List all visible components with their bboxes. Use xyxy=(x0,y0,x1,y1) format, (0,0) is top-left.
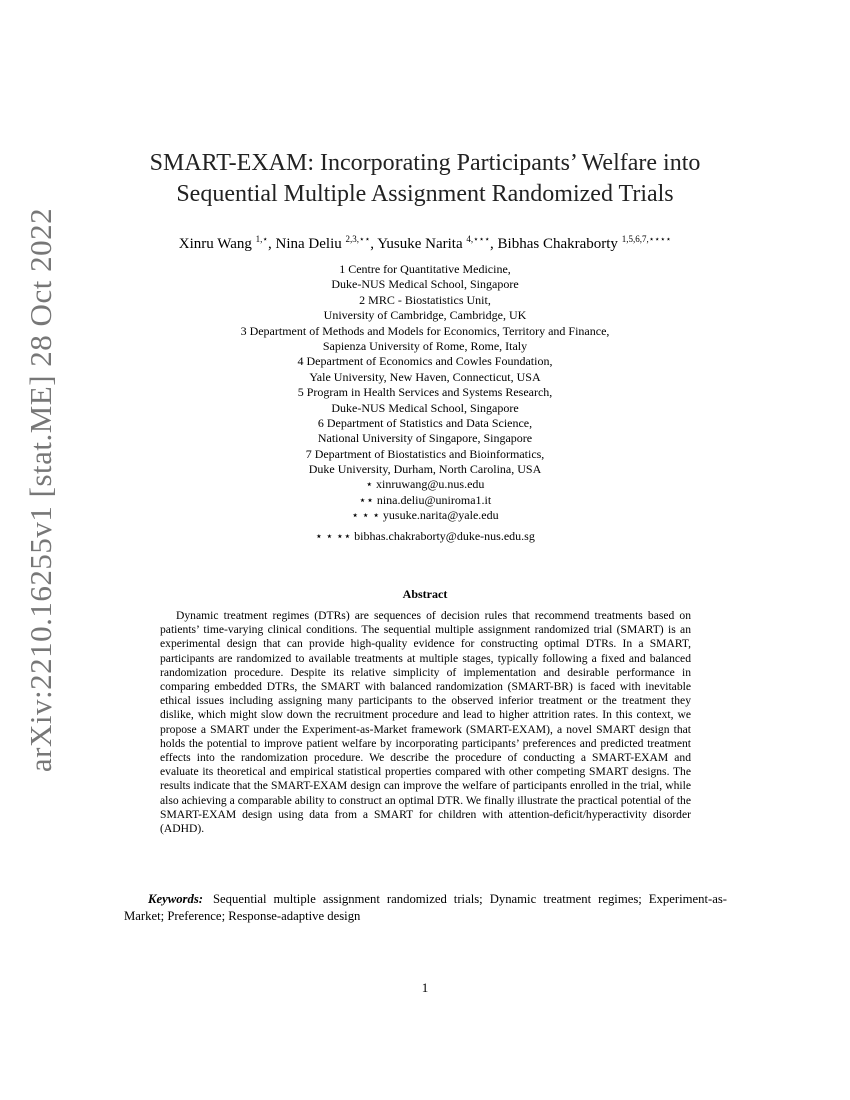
keywords-text: Sequential multiple assignment randomized trials; Dynamic treatment regimes; Experiment-as-Market; Preference; Response-adaptive design xyxy=(124,892,727,923)
author-affil-marker: 4,⋆⋆⋆ xyxy=(466,234,491,244)
affiliation-line: 2 MRC - Biostatistics Unit, xyxy=(359,292,491,307)
affiliation-line: 6 Department of Statistics and Data Science, xyxy=(317,415,533,430)
page-number: 1 xyxy=(421,980,429,995)
affiliation-line: 1 Centre for Quantitative Medicine, xyxy=(339,262,511,276)
author-email: ⋆ ⋆ ⋆⋆ bibhas.chakraborty@duke-nus.edu.sg xyxy=(315,528,535,543)
keywords-section xyxy=(124,891,727,925)
abstract-body: Dynamic treatment regimes (DTRs) are sequences of decision rules that recommend treatments based on patients’ time-varying clinical conditions. The sequential multiple assignment randomized trial (SMART) is an experimental design that can provide high-quality evidence for constructing optimal DTRs. In a SMART, participants are randomized to available treatments at multiple stages, typically following a fixed and balanced randomization procedure. Despite its relative simplicity of implementation and desirable performance in comparing embedded DTRs, the SMART with balanced randomization (SMART-BR) is faced with inevitable ethical issues including assigning many participants to the observed inferior treatment or the treatment they dislike, which might slow down the recruitment procedure and lead to higher attrition rates. In this context, we propose a SMART under the Experiment-as-Market framework (SMART-EXAM), a novel SMART design that holds the potential to improve patient welfare by incorporating participants’ preferences and predicted treatment effects into the randomization procedure. We describe the procedure of conducting a SMART-EXAM and evaluate its theoretical and empirical statistical properties compared with other competing SMART designs. The results indicate that the SMART-EXAM design can improve the welfare of participants enrolled in the trial, while also achieving a comparable ability to construct an optimal DTR. We finally illustrate the practical potential of the SMART-EXAM design using data from a SMART for children with attention-deficit/hyperactivity disorder (ADHD). xyxy=(160,609,691,836)
title-line-2: Sequential Multiple Assignment Randomized Trials xyxy=(176,181,674,207)
author-name: Nina Deliu xyxy=(275,236,342,252)
affiliation-line: 4 Department of Economics and Cowles Foundation, xyxy=(297,354,553,369)
affiliation-line: Duke-NUS Medical School, Singapore xyxy=(331,400,519,415)
affiliation-line: University of Cambridge, Cambridge, UK xyxy=(323,308,527,323)
author-name: Xinru Wang xyxy=(178,236,252,252)
affiliation-line: 3 Department of Methods and Models for Economics, Territory and Finance, xyxy=(240,323,610,338)
author-list: Xinru Wang $^{1,⋆}$, Nina Deliu $^{2,3,⋆⋆}$, Yusuke Narita $^{4,⋆⋆⋆}$, Bibhas Chakraborty $^{1,5,6,7,⋆⋆⋆⋆}$ xyxy=(178,234,672,252)
affiliation-line: Duke-NUS Medical School, Singapore xyxy=(331,277,519,292)
affiliation-line: 7 Department of Biostatistics and Bioinformatics, xyxy=(305,446,545,461)
author-affil-marker: 1,⋆ xyxy=(255,234,268,244)
author-affil-marker: 1,5,6,7,⋆⋆⋆⋆ xyxy=(621,234,672,244)
author-name: Bibhas Chakraborty xyxy=(497,236,618,252)
affiliations xyxy=(0,262,850,544)
affiliation-line: Duke University, Durham, North Carolina, USA xyxy=(308,462,542,477)
affiliation-line: National University of Singapore, Singapore xyxy=(317,431,533,446)
arxiv-id-text: arXiv:2210.16255v1 [stat.ME] 28 Oct 2022 xyxy=(23,207,58,773)
author-name: Yusuke Narita xyxy=(377,236,463,252)
paper-title xyxy=(0,148,850,210)
affiliation-line: 5 Program in Health Services and Systems Research, xyxy=(297,385,553,400)
affiliation-line: Yale University, New Haven, Connecticut, USA xyxy=(309,369,541,384)
keywords-label: Keywords: xyxy=(148,892,203,906)
abstract-heading: Abstract xyxy=(402,587,448,601)
affiliation-line: Sapienza University of Rome, Rome, Italy xyxy=(322,338,528,353)
author-email: ⋆ ⋆ ⋆ yusuke.narita@yale.edu xyxy=(351,508,499,523)
author-affil-marker: 2,3,⋆⋆ xyxy=(345,234,371,244)
author-email: ⋆⋆ nina.deliu@uniroma1.it xyxy=(358,492,492,507)
author-email: ⋆ xinruwang@u.nus.edu xyxy=(365,477,485,492)
title-line-1: SMART-EXAM: Incorporating Participants’ Welfare into xyxy=(149,150,701,176)
